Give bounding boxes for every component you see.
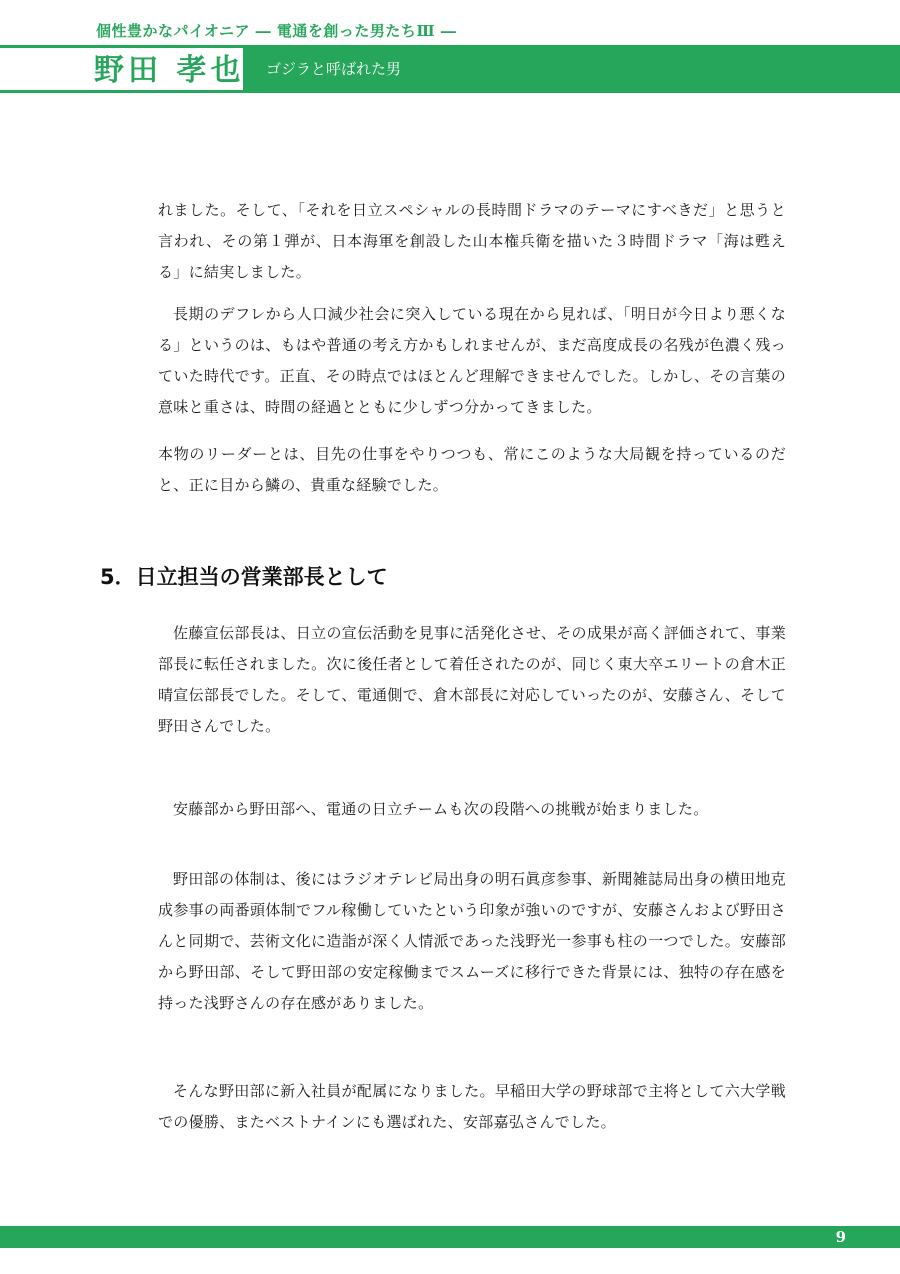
paragraph-noda-structure: 野田部の体制は、後にはラジオテレビ局出身の明石眞彦参事、新聞雑誌局出身の横田地克成参事の両番頭体制でフル稼働していたという印象が強いのですが、安藤さんおよび野田さんと同期で、芸術文化に造詣が深く人情派であった浅野光一参事も柱の一つでした。安藤部から野田部、そして野田部の安定稼働までスムーズに移行できた背景には、独特の存在感を持った浅野さんの存在感がありました。	[158, 870, 786, 1012]
subtitle-bar	[246, 45, 900, 93]
author-name-box	[0, 45, 246, 93]
paragraph-real-leader: 本物のリーダーとは、目先の仕事をやりつつも、常にこのような大局観を持っているのだと、正に目から鱗の、貴重な経験でした。	[158, 445, 786, 494]
author-name: 野田 孝也	[94, 53, 245, 88]
paragraph-new-employee: そんな野田部に新入社員が配属になりました。早稲田大学の野球部で主将として六大学戦での優勝、またベストナインにも選ばれた、安部嘉弘さんでした。	[158, 1082, 786, 1131]
article-subtitle: ゴジラと呼ばれた男	[266, 60, 402, 78]
section-heading: 5．日立担当の営業部長として	[100, 565, 388, 589]
paragraph-ando-to-noda: 安藤部から野田部へ、電通の日立チームも次の段階への挑戦が始まりました。	[173, 800, 709, 818]
paragraph-continued: れました。そして、「それを日立スペシャルの長時間ドラマのテーマにすべきだ」と思うと言われ、その第１弾が、日本海軍を創設した山本権兵衛を描いた３時間ドラマ「海は甦える」に結実しました。	[158, 201, 786, 281]
footer-band	[0, 1226, 900, 1248]
paragraph-sato: 佐藤宣伝部長は、日立の宣伝活動を見事に活発化させ、その成果が高く評価されて、事業部長に転任されました。次に後任者として着任されたのが、同じく東大卒エリートの倉木正晴宣伝部長でした。そして、電通側で、倉木部長に対応していったのが、安藤さん、そして野田さんでした。	[158, 624, 786, 735]
page-number: 9	[835, 1228, 846, 1246]
series-title: 個性豊かなパイオニア ― 電通を創った男たちⅢ ―	[96, 22, 457, 40]
header-band	[0, 45, 900, 93]
paragraph-deflation: 長期のデフレから人口減少社会に突入している現在から見れば、「明日が今日より悪くなる」というのは、もはや普通の考え方かもしれませんが、まだ高度成長の名残が色濃く残っていた時代です。正直、その時点ではほとんど理解できませんでした。しかし、その言葉の意味と重さは、時間の経過とともに少しずつ分かってきました。	[158, 305, 786, 416]
